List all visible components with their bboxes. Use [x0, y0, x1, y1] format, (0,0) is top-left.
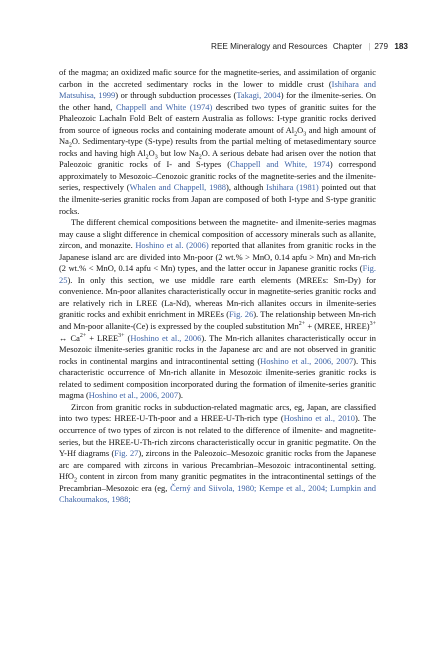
citation-link[interactable]: Takagi, 2004: [236, 90, 281, 101]
subscript: 3: [154, 154, 158, 161]
text-run: ), zircons in the Paleozoic–Mesozoic granitic rocks from the Japanese arc are compared with zircons in various Precambrian–Mesozoic intracontinental setting. HfO: [59, 448, 376, 482]
text-run: O. A serious debate had arisen over the notion that Paleozoic granitic rocks of I- and S-types (: [59, 147, 376, 170]
text-run: ).: [178, 390, 183, 401]
text-run: + LREE: [86, 332, 119, 343]
subscript: 2: [68, 142, 72, 149]
text-run: content in zircon from many granitic pegmatites in the intracontinental settings of the Precambrian–Mesozoic era (eg,: [59, 471, 376, 493]
citation-link[interactable]: Hoshino et al., 2006, 2007: [88, 390, 179, 401]
citation-link[interactable]: Fig. 27: [114, 448, 139, 459]
text-run: and high amount of Na: [59, 124, 376, 147]
running-header: [60, 42, 408, 51]
citation-link[interactable]: Fig. 25: [59, 263, 376, 285]
superscript: 3+: [369, 321, 376, 328]
citation-link[interactable]: Hoshino et al., 2006: [130, 332, 202, 343]
text-run: ). This characteristic occurrence of Mn-rich allanite in Mesozoic ilmenite-series granitic rocks is related to sediment composition incorporated during the formation of ilmenite-series granitic magma (: [59, 355, 376, 401]
superscript: 3+: [118, 332, 125, 339]
subscript: 2: [145, 154, 149, 161]
text-run: ). In only this section, we use middle rare earth elements (MREEs: Sm-Dy) for convenience. Mn-poor allanites characteristically occur in magnetite-series granitic rocks and are relatively rich in LREE (La-Nd), whereas Mn-rich allanites occurs in ilmenite-series granitic rocks and exhibit enrichment in MREEs (: [59, 274, 376, 320]
text-run: reported that allanites from granitic rocks in the Japanese island arc are divided into Mn-poor (2 wt.% > MnO, 0.14 apfu > Mn) and Mn-rich (2 wt.% < MnO, 0.14 apfu < Mn) types, and the latter occur in Japanese granitic rocks (: [59, 240, 376, 274]
subscript: 2: [294, 131, 298, 138]
text-run: ) correspond approximately to Mesozoic–Cenozoic granitic rocks of the magnetite-series and the ilmenite-series, respectively (: [59, 159, 377, 193]
paragraph: [59, 402, 376, 506]
citation-link[interactable]: Fig. 26: [229, 309, 254, 320]
text-run: Zircon from granitic rocks in subduction-related magmatic arcs, eg, Japan, are classified into two types: HREE-U-Th-poor and a HREE-U-Th-rich type (: [59, 401, 376, 424]
citation-link[interactable]: Whalen and Chappell, 1988: [129, 182, 227, 193]
text-run: ↔ Ca: [59, 332, 80, 343]
superscript: 2+: [298, 321, 306, 328]
text-run: ), although: [226, 182, 267, 193]
citation-link[interactable]: Černý and Siivola, 1980; Kempe et al., 2004; Lumpkin and Chakoumakos, 1988;: [59, 482, 377, 505]
header-separator: |: [368, 42, 371, 51]
text-run: of the magma; an oxidized mafic source for the magnetite-series, and assimilation of organic carbon in the accreted sedimentary rocks in the lower to middle crust (: [59, 67, 376, 89]
running-title: REE Mineralogy and Resources: [211, 42, 328, 51]
subscript: 3: [303, 131, 307, 138]
subscript: 2: [74, 477, 77, 484]
citation-link[interactable]: Hoshino et al., 2006, 2007: [260, 355, 354, 366]
citation-link[interactable]: Chappell and White, 1974: [230, 159, 330, 170]
text-run: but low Na: [157, 147, 199, 158]
text-run: ) for the ilmenite-series. On the other hand,: [59, 90, 376, 112]
paragraph: [59, 67, 376, 217]
citation-link[interactable]: Hoshino et al. (2006): [135, 240, 209, 251]
paragraph: [59, 217, 376, 402]
text-run: (: [124, 332, 131, 343]
text-run: described two types of granitic suites for the Phaleozoic Lachaln Fold Belt of eastern Australia as follows: I-type granitic rocks derived from source of igneous rocks and containing moderate amount of Al: [59, 101, 376, 135]
citation-link[interactable]: Hoshino et al., 2010: [283, 413, 355, 424]
text-run: pointed out that the ilmenite-series granitic rocks from Japan are composed of both I-type and S-type granitic rocks.: [59, 182, 376, 216]
text-run: O: [297, 124, 304, 135]
text-run: O: [148, 147, 155, 158]
text-run: ). The occurrence of two types of zircon is not related to the difference of ilmenite- and magnetite-series, but the HREE-U-Th-rich zircons characteristically occur in granitic pegmatite. On the Y-Hf diagrams (: [59, 413, 377, 459]
superscript: 2+: [79, 332, 87, 339]
chapter-number: 279: [374, 42, 389, 51]
subscript: 2: [198, 154, 202, 161]
chapter-label: Chapter: [332, 42, 362, 51]
text-run: ) or through subduction processes (: [115, 90, 237, 101]
text-run: + (MREE, HREE): [305, 321, 370, 332]
citation-link[interactable]: Chappell and White (1974): [115, 101, 213, 112]
citation-link[interactable]: Ishihara and Matsuhisa, 1999: [59, 78, 376, 101]
text-run: The different chemical compositions between the magnetite- and ilmenite-series magmas may cause a slight difference in chemical composition of accessory minerals such as allanite, zircon, and monazite.: [59, 217, 376, 251]
page-number: 183: [394, 42, 408, 51]
text-run: ). The Mn-rich allanites characteristically occur in Mesozoic ilmenite-series granitic rocks in the Japanese arc and are not observed in granitic rocks in continental margins and intracontinental setting (: [59, 332, 377, 366]
body-text: [59, 67, 376, 506]
text-run: O. Sedimentary-type (S-type) results from the partial melting of metasedimentary source rocks and having high Al: [59, 136, 376, 158]
citation-link[interactable]: Ishihara (1981): [266, 182, 319, 193]
text-run: ). The relationship between Mn-rich and Mn-poor allanite-(Ce) is expressed by the coupled substitution Mn: [59, 309, 376, 332]
